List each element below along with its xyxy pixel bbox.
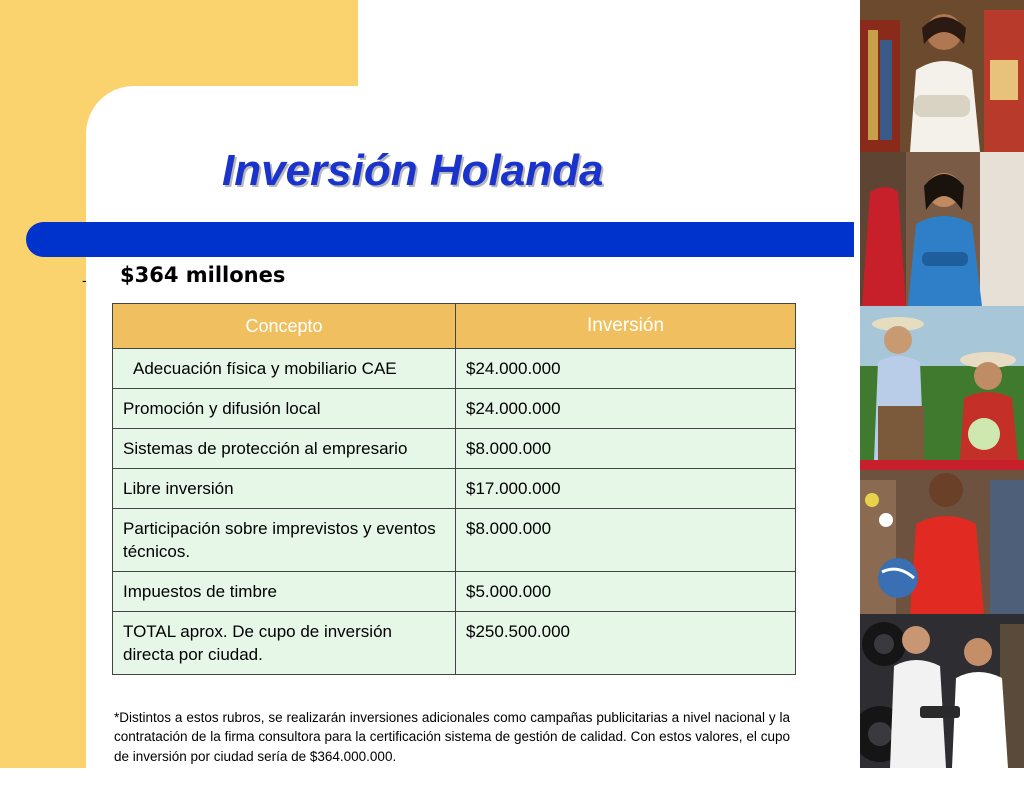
header-concepto: Concepto: [113, 304, 456, 349]
table-row: [113, 389, 796, 429]
cell-concepto: Libre inversión: [113, 469, 456, 509]
photo-strip: [860, 0, 1024, 768]
cell-inversion: $250.500.000: [456, 612, 796, 675]
table-row: [113, 509, 796, 572]
cell-concepto: Adecuación física y mobiliario CAE: [113, 349, 456, 389]
cell-concepto: Sistemas de protección al empresario: [113, 429, 456, 469]
cell-inversion: $17.000.000: [456, 469, 796, 509]
page-title: Inversión Holanda: [222, 146, 604, 195]
table-row: [113, 469, 796, 509]
table-row: [113, 429, 796, 469]
footnote: *Distintos a estos rubros, se realizarán inversiones adicionales como campañas publicitarias a nivel nacional y la contratación de la firma consultora para la certificación sistema de gestión de calidad. Con estos valores, el cupo de inversión por ciudad sería de $364.000.000.: [114, 709, 790, 764]
sports-vendor-photo: [860, 460, 1024, 614]
cell-concepto: Promoción y difusión local: [113, 389, 456, 429]
bullet-dash: -: [82, 272, 87, 288]
table-row: [113, 612, 796, 675]
artisan-woman-photo: [860, 0, 1024, 152]
investment-table: [112, 303, 796, 675]
cell-inversion: $24.000.000: [456, 349, 796, 389]
farmers-photo: [860, 306, 1024, 460]
cell-inversion: $8.000.000: [456, 429, 796, 469]
cell-inversion: $5.000.000: [456, 572, 796, 612]
subtitle-amount: $364 millones: [120, 263, 286, 287]
cell-inversion: $24.000.000: [456, 389, 796, 429]
table-row: [113, 349, 796, 389]
table-header-row: [113, 304, 796, 349]
fashion-woman-photo: [860, 152, 1024, 306]
title-underline-bar: [26, 222, 854, 257]
table-row: [113, 572, 796, 612]
mechanics-photo: [860, 614, 1024, 768]
cell-inversion: $8.000.000: [456, 509, 796, 572]
cell-concepto: TOTAL aprox. De cupo de inversión directa por ciudad.: [113, 612, 456, 675]
cell-concepto: Participación sobre imprevistos y eventos técnicos.: [113, 509, 456, 572]
cell-concepto: Impuestos de timbre: [113, 572, 456, 612]
header-inversion: Inversión: [456, 304, 796, 349]
